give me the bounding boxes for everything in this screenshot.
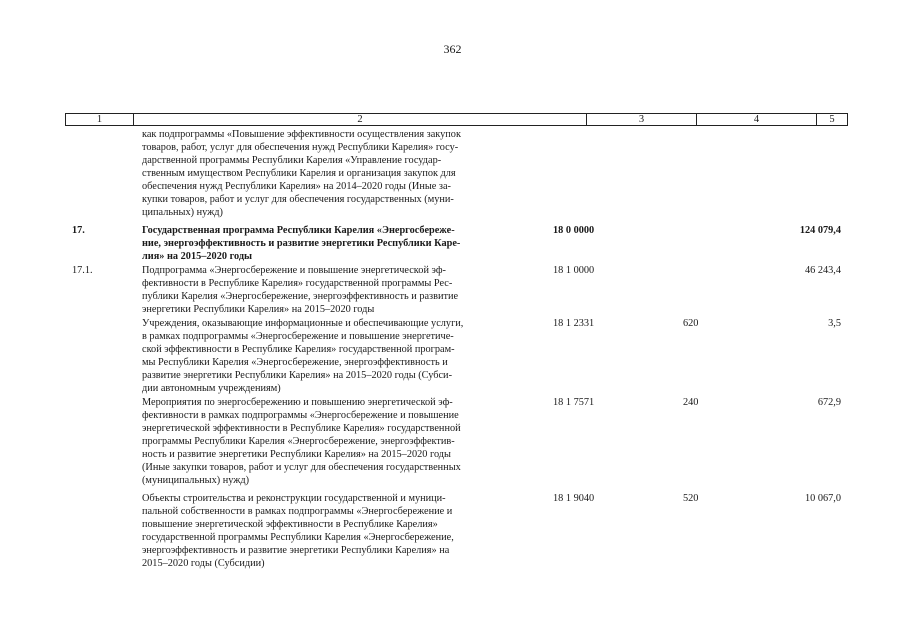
row-amount: 10 067,0 <box>804 493 841 504</box>
row-code: 18 0 0000 <box>553 225 595 236</box>
row-description-line: энергетики Республики Карелия» на 2015–2020 годы <box>142 304 375 315</box>
row-description-line: мы Республики Карелия «Энергосбережение, энергоэффективность и <box>142 357 448 368</box>
row-description-line: лия» на 2015–2020 годы <box>142 251 253 262</box>
row-description-line: (муниципальных) нужд) <box>142 475 250 486</box>
row-description-line: дарственной программы Республики Карелия «Управление государ- <box>142 155 442 166</box>
row-amount: 672,9 <box>817 397 841 408</box>
row-description-line: государственной программы Республики Карелия «Энергосбережение, <box>142 532 454 543</box>
row-description-line: купки товаров, работ и услуг для обеспечения государственных (муни- <box>142 194 454 205</box>
row-description-line: пальной собственности в рамках подпрограммы «Энергосбережение и <box>142 506 453 517</box>
row-code: 18 1 0000 <box>553 265 595 276</box>
row-description-line: Подпрограмма «Энергосбережение и повышение энергетической эф- <box>142 265 446 276</box>
row-description-line: дии автономным учреждениям) <box>142 383 281 394</box>
table-header <box>65 113 848 126</box>
column-header-4: 4 <box>697 114 817 125</box>
column-header-2: 2 <box>134 114 587 125</box>
row-description-line: товаров, работ, услуг для обеспечения нужд Республики Карелия» госу- <box>142 142 459 153</box>
row-number: 17.1. <box>72 265 93 276</box>
row-amount: 124 079,4 <box>799 225 841 236</box>
row-number: 17. <box>72 225 85 236</box>
row-description-line: энергетической эффективности в Республике Карелия» государственной <box>142 423 461 434</box>
column-header-3: 3 <box>587 114 697 125</box>
row-description-line: Объекты строительства и реконструкции государственной и муници- <box>142 493 446 504</box>
row-description-line: ственным имуществом Республики Карелия и организация закупок для <box>142 168 456 179</box>
row-code: 18 1 9040 <box>553 493 595 504</box>
row-description-line: Мероприятия по энергосбережению и повышению энергетической эф- <box>142 397 453 408</box>
row-description-line: обеспечения нужд Республики Карелия» на 2014–2020 годы (Иные за- <box>142 181 451 192</box>
row-amount: 3,5 <box>828 318 841 329</box>
row-description-line: Государственная программа Республики Карелия «Энергосбереже- <box>142 225 455 236</box>
row-description-line: 2015–2020 годы (Субсидии) <box>142 558 265 569</box>
row-description-line: (Иные закупки товаров, работ и услуг для обеспечения государственных <box>142 462 461 473</box>
row-description-line: энергоэффективность и развитие энергетики Республики Карелия» на <box>142 545 450 556</box>
row-description-line: фективности в рамках подпрограммы «Энергосбережение и повышение <box>142 410 459 421</box>
column-header-1: 1 <box>66 114 134 125</box>
page-number: 362 <box>443 42 462 56</box>
row-expense-type: 620 <box>683 318 699 329</box>
row-description-line: повышение энергетической эффективности в Республике Карелия» <box>142 519 438 530</box>
row-description-line: как подпрограммы «Повышение эффективности осуществления закупок <box>142 129 461 140</box>
row-description-line: публики Карелия «Энергосбережение, энергоэффективность и развитие <box>142 291 459 302</box>
row-description-line: ность и развитие энергетики Республики Карелия» на 2015–2020 годы <box>142 449 451 460</box>
row-description-line: ние, энергоэффективность и развитие энергетики Республики Каре- <box>142 238 461 249</box>
row-description-line: Учреждения, оказывающие информационные и обеспечивающие услуги, <box>142 318 464 329</box>
row-code: 18 1 2331 <box>553 318 595 329</box>
row-amount: 46 243,4 <box>804 265 841 276</box>
row-description-line: программы Республики Карелия «Энергосбережение, энергоэффектив- <box>142 436 455 447</box>
row-description-line: фективности в Республике Карелия» государственной программы Рес- <box>142 278 453 289</box>
row-expense-type: 520 <box>683 493 699 504</box>
column-header-5: 5 <box>829 114 835 125</box>
row-description-line: развитие энергетики Республики Карелия» на 2015–2020 годы (Субси- <box>142 370 452 381</box>
row-description-line: ской эффективности в Республике Карелия» государственной програм- <box>142 344 455 355</box>
row-description-line: ципальных) нужд) <box>142 207 223 218</box>
row-code: 18 1 7571 <box>553 397 595 408</box>
row-expense-type: 240 <box>683 397 699 408</box>
row-description-line: в рамках подпрограммы «Энергосбережение и повышение энергетиче- <box>142 331 454 342</box>
